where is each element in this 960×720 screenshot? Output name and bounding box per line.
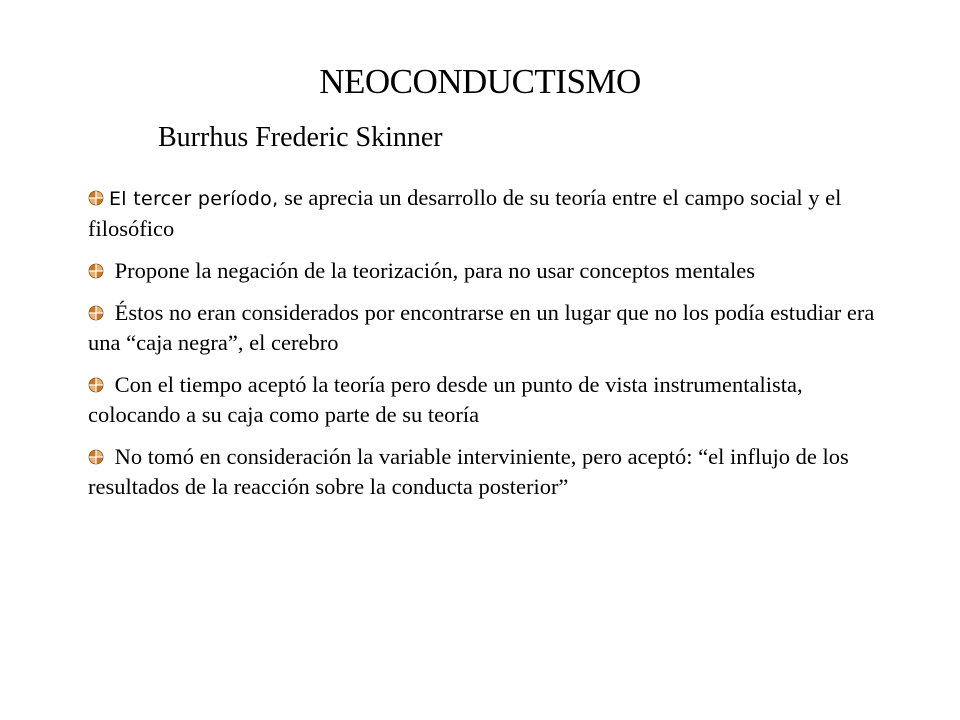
bullet-item [88, 256, 888, 286]
bullet-disc-icon [88, 263, 104, 279]
bullet-item [88, 183, 888, 244]
bullet-text: Con el tiempo aceptó la teoría pero desde un punto de vista instrumentalista, colocando a su caja como parte de su teoría [88, 372, 803, 427]
bullet-text: No tomó en consideración la variable interviniente, pero aceptó: “el influjo de los resultados de la reacción sobre la conducta posterior” [88, 444, 849, 499]
bullet-text: Éstos no eran considerados por encontrarse en un lugar que no los podía estudiar era una “caja negra”, el cerebro [88, 300, 875, 355]
bullet-item [88, 370, 888, 430]
bullet-disc-icon [88, 190, 104, 206]
bullet-disc-icon [88, 449, 104, 465]
bullet-item [88, 298, 888, 358]
bullet-disc-icon [88, 377, 104, 393]
bullet-lead: El tercer período, [109, 188, 279, 210]
slide-subtitle: Burrhus Frederic Skinner [158, 122, 443, 153]
bullet-item [88, 442, 888, 502]
bullet-text: Propone la negación de la teorización, para no usar conceptos mentales [109, 258, 755, 283]
slide-title: NEOCONDUCTISMO [319, 62, 641, 101]
bullet-disc-icon [88, 305, 104, 321]
bullet-list [88, 183, 888, 514]
bullet-text: se aprecia un desarrollo de su teoría entre el campo social y el filosófico [88, 185, 842, 241]
